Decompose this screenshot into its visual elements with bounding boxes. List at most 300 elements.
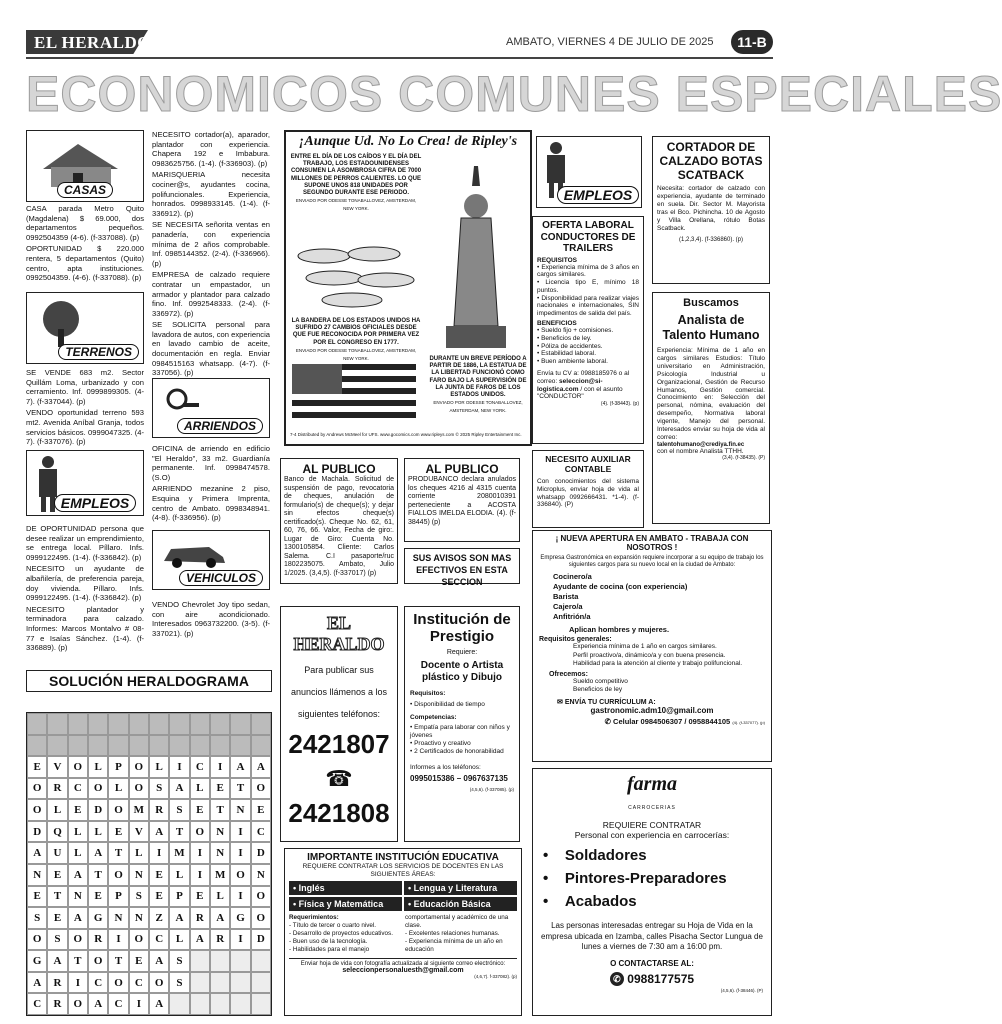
grid-letter-cell: S	[169, 950, 189, 972]
send-text: Envía tu CV a: 0988185976 o al correo:	[537, 370, 630, 385]
grid-picture-cell	[47, 713, 67, 735]
grid-clue-cell	[251, 972, 271, 994]
competency-item: • Empatía para laborar con niños y jóvenes	[410, 724, 510, 739]
vehiculos-label: VEHICULOS	[179, 570, 263, 586]
heraldo-ad	[280, 606, 398, 842]
grid-letter-cell: O	[88, 778, 108, 800]
send-block	[537, 370, 639, 401]
ad-subtitle: Personal con experiencia en carrocerías:	[574, 830, 730, 840]
requirements-left	[289, 914, 401, 954]
avisos-banner: SUS AVISOS SON MAS EFECTIVOS EN ESTA SECCION	[404, 548, 520, 584]
grid-letter-cell: A	[27, 972, 47, 994]
grid-letter-cell: S	[169, 799, 189, 821]
ripley-footer: 7-4 Distributed by Andrews McMeel for UFS. www.gocomics.com www.ripleys.com © 2025 Ripley Entertainment Inc.	[290, 432, 522, 437]
requirement-item: Experiencia mínima de 1 año en cargos similares.	[573, 643, 717, 650]
grid-picture-cell	[149, 735, 169, 757]
grid-letter-cell: O	[129, 778, 149, 800]
grid-letter-cell: R	[149, 799, 169, 821]
al-publico-2	[404, 458, 520, 542]
grid-letter-cell: I	[129, 993, 149, 1015]
grid-letter-cell: R	[210, 929, 230, 951]
grid-letter-cell: N	[251, 864, 271, 886]
header-rule	[26, 57, 773, 59]
email: seleccion@si-logistica.com	[537, 377, 603, 393]
grid-letter-cell: O	[27, 778, 47, 800]
grid-clue-cell	[169, 993, 189, 1015]
grid-letter-cell: S	[129, 886, 149, 908]
grid-picture-cell	[230, 713, 250, 735]
grid-picture-cell	[27, 735, 47, 757]
grid-letter-cell: T	[210, 799, 230, 821]
grid-clue-cell	[230, 950, 250, 972]
al-publico-1	[280, 458, 398, 584]
grid-letter-cell: L	[169, 929, 189, 951]
grid-letter-cell: L	[169, 864, 189, 886]
grid-letter-cell: N	[129, 864, 149, 886]
requirement-item: - Desarrollo de proyectos educativos.	[289, 930, 393, 937]
flag-drawing	[292, 364, 416, 426]
ripley-fact-3	[428, 356, 528, 416]
grid-letter-cell: A	[68, 907, 88, 929]
prestigio-ad	[404, 606, 520, 842]
classified-ad: DE OPORTUNIDAD persona que desee realizar un emprendimiento, se entrega local. Píllaro. Infs. 0999122495. (1-4). (f-336842). (p)	[26, 524, 144, 562]
competency-item: • 2 Certificados de honorabilidad	[410, 748, 504, 755]
grid-picture-cell	[230, 735, 250, 757]
grid-letter-cell: A	[230, 756, 250, 778]
ad-title: CORTADOR DE CALZADO BOTAS SCATBACK	[659, 140, 763, 182]
farma-roles	[541, 844, 763, 913]
issue-date: AMBATO, VIERNES 4 DE JULIO DE 2025	[506, 36, 714, 48]
area-item: • Lengua y Literatura	[404, 881, 517, 895]
grid-letter-cell: I	[108, 929, 128, 951]
grid-letter-cell: A	[210, 907, 230, 929]
heraldograma-grid	[26, 712, 272, 1016]
requirement-item: - Buen uso de la tecnología.	[289, 938, 368, 945]
grid-letter-cell: I	[190, 864, 210, 886]
ad-code: (4). (f-38443). (p)	[600, 401, 639, 408]
grid-picture-cell	[210, 713, 230, 735]
empleos-ads	[26, 524, 144, 655]
requirements-right	[405, 914, 517, 954]
grid-letter-cell: E	[149, 886, 169, 908]
grid-letter-cell: N	[68, 886, 88, 908]
ad-require: Requiere:	[446, 649, 478, 656]
tree-icon	[31, 299, 91, 349]
requirement-item: Habilidad para la atención al cliente y trabajo polifuncional.	[573, 660, 743, 667]
requirement-item: • Disponibilidad de tiempo	[410, 701, 485, 708]
arriendos-label: ARRIENDOS	[177, 418, 263, 434]
section-label: Requerimientos:	[289, 914, 339, 921]
farma-ad	[532, 768, 772, 1016]
fact-text: LA BANDERA DE LOS ESTADOS UNIDOS HA SUFRIDO 27 CAMBIOS OFICIALES DESDE QUE FUE RECONOCIDA POR PRIMERA VEZ POR EL CONGRESO EN 1777.	[291, 318, 421, 346]
grid-letter-cell: O	[129, 756, 149, 778]
grid-letter-cell: P	[108, 886, 128, 908]
section-label: Requisitos generales:	[539, 636, 612, 643]
grid-letter-cell: E	[129, 950, 149, 972]
grid-letter-cell: O	[108, 799, 128, 821]
grid-letter-cell: E	[27, 756, 47, 778]
notice-text: Banco de Machala. Solicitud de suspensión de pago, revocatoria de cheques, anulación de formulario(s) de cheque(s); y dejar sin efectos cheque(s) certificado(s). Cheque No. 62, 61, 60, 76, 66. Valor, Fecha de giro:. Lugar de Giro: Cuenta No. 1300105854. Cliente: Carlos Salema. C.I pasaporte/ruc 1802235075. Ambato, Julio 1/2025. (3,4,5). (f-337017) (p)	[284, 476, 394, 577]
grid-letter-cell: A	[88, 842, 108, 864]
send-text: ENVÍA TU CURRÍCULUM A:	[564, 698, 656, 706]
grid-letter-cell: O	[88, 950, 108, 972]
grid-letter-cell: E	[27, 886, 47, 908]
info-label: Informes a los teléfonos:	[410, 764, 481, 771]
hotdogs-drawing	[294, 236, 422, 312]
fact-source: ENVIADO POR ODESSE TONABALLOVEZ, AMSTERDAM, NEW YORK.	[295, 347, 417, 362]
grid-letter-cell: T	[68, 950, 88, 972]
ad-title: Buscamos	[683, 297, 739, 309]
ripley-fact-1	[290, 154, 422, 214]
ad-role: Analista de Talento Humano	[662, 313, 760, 342]
grid-letter-cell: I	[149, 842, 169, 864]
telephone-icon: ☎	[325, 766, 353, 791]
grid-letter-cell: C	[27, 993, 47, 1015]
role-item: Barista	[553, 592, 579, 601]
grid-letter-cell: O	[230, 864, 250, 886]
car-icon	[159, 539, 229, 569]
phone-number: 0988177575	[627, 971, 695, 986]
grid-letter-cell: L	[108, 778, 128, 800]
terrenos-ads	[26, 368, 144, 449]
ad-role: Docente o Artista plástico y Dibujo	[420, 660, 504, 683]
requirement-item: - Excelentes relaciones humanas.	[405, 930, 500, 937]
grid-letter-cell: M	[169, 842, 189, 864]
classified-ad: SE SOLICITA personal para lavadora de autos, con experiencia en lavado cambio de aceite, documentación en regla. Enviar 0984515163 whatsapp. (4-7). (f-337056). (p)	[152, 320, 270, 378]
arriendos-ads	[152, 444, 270, 525]
requirements	[289, 914, 517, 954]
competency-item: • Proactivo y creativo	[410, 740, 471, 747]
grid-letter-cell: S	[149, 778, 169, 800]
area-item: • Educación Básica	[404, 897, 517, 911]
classified-ad: VENDO Chevrolet Joy tipo sedan, con aire acondicionado. Interesados 0963732200. (3-5). (f-337021). (p)	[152, 600, 270, 638]
empleos-label: EMPLEOS	[557, 186, 639, 204]
ripley-comic	[284, 130, 532, 446]
benefit-item: • Beneficios de ley.	[537, 334, 592, 342]
benefit-item: • Buen ambiente laboral.	[537, 358, 608, 366]
trailers-ad	[532, 216, 644, 444]
contable-ad	[532, 450, 644, 528]
requirement-item: Perfil proactivo/a, dinámico/a y con buena presencia.	[573, 651, 726, 659]
grid-letter-cell: I	[68, 972, 88, 994]
grid-letter-cell: L	[149, 756, 169, 778]
classified-ad: OPORTUNIDAD $ 220.000 rentera, 5 departamentos (Quito) centro, apta instituciones. 0992504359. (4-6). (f-337088). (p)	[26, 244, 144, 283]
grid-letter-cell: M	[129, 799, 149, 821]
grid-clue-cell	[190, 972, 210, 994]
grid-letter-cell: O	[27, 929, 47, 951]
grid-letter-cell: N	[129, 907, 149, 929]
ripley-title: ¡Aunque Ud. No Lo Crea! de Ripley's	[298, 134, 518, 149]
grid-letter-cell: T	[108, 950, 128, 972]
area-item: • Física y Matemática	[289, 897, 402, 911]
benefit-item: • Póliza de accidentes.	[537, 342, 603, 350]
ad-code: (4,5,6). (f-38446). (P)	[720, 988, 763, 994]
grid-letter-cell: A	[27, 842, 47, 864]
grid-letter-cell: L	[210, 886, 230, 908]
classified-ad: NECESITO un ayudante de albañilería, de preferencia pareja, doy vivienda. Píllaro. Infs. 0999122495. (1-4). (f-336842). (p)	[26, 564, 144, 603]
grid-letter-cell: D	[251, 842, 271, 864]
phone-numbers: Celular 0984506307 / 0958844105	[613, 716, 731, 726]
grid-letter-cell: O	[190, 821, 210, 843]
grid-letter-cell: O	[108, 864, 128, 886]
grid-letter-cell: R	[47, 778, 67, 800]
mail-icon: ✉	[557, 698, 565, 706]
grid-letter-cell: A	[169, 778, 189, 800]
notice-title: AL PUBLICO	[302, 462, 376, 476]
grid-picture-cell	[129, 735, 149, 757]
grid-letter-cell: O	[68, 929, 88, 951]
grid-letter-cell: L	[190, 778, 210, 800]
grid-letter-cell: A	[149, 993, 169, 1015]
grid-letter-cell: I	[210, 756, 230, 778]
classified-ad: MARISQUERIA necesita cociner@s, ayudantes cocina, polifuncionales. Experiencia, honrados. 0998933145. (1-4). (f-336912). (p)	[152, 170, 270, 218]
grid-clue-cell	[210, 972, 230, 994]
offers-list	[539, 678, 765, 695]
heraldo-logo: EL HERALDO	[293, 613, 385, 654]
grid-letter-cell: D	[27, 821, 47, 843]
email: seleccionpersonaluesth@gmail.com	[342, 967, 464, 974]
requirements-list	[537, 264, 639, 319]
grid-letter-cell: N	[230, 799, 250, 821]
area-item: • Inglés	[289, 881, 402, 895]
farma-logo	[541, 773, 763, 814]
grid-letter-cell: T	[108, 842, 128, 864]
terrenos-label: TERRENOS	[58, 344, 139, 360]
benefits-list	[537, 327, 639, 366]
grid-letter-cell: E	[68, 799, 88, 821]
fact-source: ENVIADO POR ODESSE TONABALLOVEZ, AMSTERDAM, NEW YORK.	[433, 400, 523, 414]
ad-title: NECESITO AUXILIAR CONTABLE	[545, 454, 631, 474]
logo-sub: CARROCERIAS	[628, 805, 676, 811]
section-label: BENEFICIOS	[537, 320, 577, 328]
section-label: Ofrecemos:	[549, 670, 588, 678]
col2-ads	[152, 130, 270, 380]
statue-of-liberty-drawing	[426, 156, 526, 356]
grid-letter-cell: E	[149, 864, 169, 886]
grid-picture-cell	[108, 735, 128, 757]
grid-letter-cell: G	[230, 907, 250, 929]
notice-text: PRODUBANCO declara anulados los cheques 4216 al 4315 cuenta corriente 2080010391 perteneciente a ACOSTA FIALLOS IMELDA ELODIA. (4). (f-38445) (p)	[408, 476, 516, 526]
apply-text: Aplican hombres y mujeres.	[569, 625, 670, 634]
grid-letter-cell: N	[210, 821, 230, 843]
classified-ad: SE NECESITA señorita ventas en panadería, con experiencia mínima de 2 años comprobable. Inf. 0985144352. (2-4). (f-336966). (p)	[152, 220, 270, 268]
areas-grid	[289, 881, 517, 911]
role-item: Cajero/a	[553, 602, 583, 611]
grid-letter-cell: O	[251, 907, 271, 929]
ad-title: OFERTA LABORAL CONDUCTORES DE TRAILERS	[540, 220, 636, 254]
grid-letter-cell: O	[108, 972, 128, 994]
grid-letter-cell: R	[88, 929, 108, 951]
grid-picture-cell	[210, 735, 230, 757]
phone-number: 2421808	[288, 798, 390, 828]
gastro-ad	[532, 530, 772, 762]
offer-item: Beneficios de ley	[573, 686, 623, 693]
grid-letter-cell: L	[88, 821, 108, 843]
phone-line	[539, 717, 765, 726]
grid-letter-cell: O	[251, 886, 271, 908]
grid-picture-cell	[190, 735, 210, 757]
grid-clue-cell	[230, 993, 250, 1015]
role-text: Pintores-Preparadores	[564, 870, 727, 887]
grid-letter-cell: D	[88, 799, 108, 821]
grid-letter-cell: L	[68, 821, 88, 843]
grid-letter-cell: S	[169, 972, 189, 994]
phone-icon: ✆	[604, 716, 614, 726]
page-title: ECONOMICOS COMUNES ESPECIALES	[26, 66, 1002, 122]
grid-picture-cell	[27, 713, 47, 735]
grid-letter-cell: E	[47, 907, 67, 929]
grid-letter-cell: S	[47, 929, 67, 951]
grid-letter-cell: L	[47, 799, 67, 821]
grid-picture-cell	[251, 713, 271, 735]
requirement-item: • Licencia tipo E, mínimo 18 puntos.	[537, 279, 639, 294]
benefit-item: • Sueldo fijo + comisiones.	[537, 327, 614, 335]
grid-clue-cell	[190, 950, 210, 972]
solution-title: SOLUCIÓN HERALDOGRAMA	[26, 670, 272, 692]
grid-letter-cell: E	[210, 778, 230, 800]
grid-letter-cell: C	[108, 993, 128, 1015]
grid-letter-cell: N	[108, 907, 128, 929]
requirement-item: • Disponibilidad para realizar viajes nacionales e internacionales, SIN impedimentos de salida del país.	[537, 294, 639, 318]
logo-text: farma	[627, 773, 677, 795]
vehiculos-logo	[152, 530, 270, 590]
analista-ad	[652, 292, 770, 524]
grid-picture-cell	[251, 735, 271, 757]
ad-code: (4). (f-337077). (p)	[732, 719, 765, 725]
grid-clue-cell	[251, 993, 271, 1015]
grid-letter-cell: E	[88, 886, 108, 908]
grid-clue-cell	[190, 993, 210, 1015]
grid-letter-cell: V	[47, 756, 67, 778]
ad-title: ¡ NUEVA APERTURA EN AMBATO - TRABAJA CON NOSOTROS !	[555, 534, 749, 552]
grid-letter-cell: I	[230, 886, 250, 908]
classified-ad: NECESITO cortador(a), aparador, plantador con experiencia. Chapera 192 e Imbabura. 0983625756. (1-4). (f-336903). (p)	[152, 130, 270, 168]
offer-item: Sueldo competitivo	[573, 677, 628, 685]
grid-letter-cell: A	[190, 929, 210, 951]
fact-text: ENTRE EL DÍA DE LOS CAÍDOS Y EL DÍA DEL TRABAJO, LOS ESTADOUNIDENSES CONSUMEN LA ASOMBROSA CIFRA DE 7000 MILLONES DE PERROS CALIENTES. LO QUE SUPONE UNOS 818 UNIDADES POR SEGUNDO DURANTE ESE PERIODO.	[290, 154, 422, 197]
ad-code: (1,2,3,4). (f-336860). (p)	[678, 237, 744, 243]
grid-clue-cell	[210, 950, 230, 972]
grid-letter-cell: C	[251, 821, 271, 843]
classified-ad: CASA parada Metro Quito (Magdalena) $ 69.000, dos departamentos pequeños. 0992504359 (4-6). (f-337088). (p)	[26, 204, 144, 242]
grid-letter-cell: A	[251, 756, 271, 778]
competencies-list	[410, 724, 514, 756]
grid-letter-cell: R	[47, 972, 67, 994]
ad-title: Institución de Prestigio	[413, 611, 511, 645]
ad-code: (3,4). (f-38435). (P)	[722, 454, 765, 461]
benefit-item: • Estabilidad laboral.	[537, 350, 597, 358]
grid-letter-cell: T	[88, 864, 108, 886]
grid-letter-cell: R	[190, 907, 210, 929]
grid-letter-cell: V	[129, 821, 149, 843]
grid-letter-cell: C	[190, 756, 210, 778]
grid-letter-cell: Z	[149, 907, 169, 929]
grid-letter-cell: C	[68, 778, 88, 800]
notice-title: AL PUBLICO	[425, 462, 499, 476]
grid-letter-cell: A	[68, 864, 88, 886]
empleos-logo-left	[26, 450, 144, 516]
grid-letter-cell: P	[108, 756, 128, 778]
requirement-item: - Título de tercer o cuarto nivel.	[289, 922, 377, 929]
role-item: • Pintores-Preparadores	[543, 870, 727, 887]
grid-picture-cell	[88, 735, 108, 757]
grid-letter-cell: G	[88, 907, 108, 929]
grid-letter-cell: E	[251, 799, 271, 821]
grid-letter-cell: A	[149, 950, 169, 972]
grid-letter-cell: E	[108, 821, 128, 843]
grid-letter-cell: A	[88, 993, 108, 1015]
grid-picture-cell	[68, 735, 88, 757]
section-label: Requisitos:	[410, 690, 446, 697]
grid-letter-cell: I	[190, 842, 210, 864]
role-item: Anfitrión/a	[553, 612, 591, 621]
arriendos-logo	[152, 378, 270, 438]
ad-text: Con conocimientos del sistema Microplus, enviar hoja de vida al whatsapp 0992666431. *1-4). (f-336840). (P)	[537, 478, 639, 509]
send-text: Enviar hoja de vida con fotografía actualizada al siguiente correo electrónico:	[289, 958, 517, 967]
casas-logo	[26, 130, 144, 202]
requirement-item: - Experiencia mínima de un año en educación	[405, 938, 503, 953]
reqs-list	[539, 643, 765, 669]
grid-letter-cell: S	[27, 907, 47, 929]
empleos-label: EMPLEOS	[54, 494, 136, 512]
role-item: • Acabados	[543, 893, 637, 910]
requirement-item: comportamental y académico de una clase.	[405, 914, 509, 929]
casas-label: CASAS	[57, 182, 113, 198]
whatsapp-icon: ✆	[610, 972, 624, 986]
grid-picture-cell	[190, 713, 210, 735]
grid-letter-cell: C	[88, 972, 108, 994]
grid-picture-cell	[129, 713, 149, 735]
grid-letter-cell: O	[251, 778, 271, 800]
ad-text: Necesita: cortador de calzado con experiencia, ayudante de terminado en suela. Dir. Sector M. Mayorista tras el Bco. Pichincha. 10 de Agosto y Villa Orellana, rótulo Botas Scatback.	[657, 185, 765, 232]
classified-ad: VENDO oportunidad terreno 593 mt2. Avenida Aníbal Granja, todos servicios básicos. 0999047325. (4-7). (f-337076). (p)	[26, 408, 144, 447]
heraldo-call-text: Para publicar sus anuncios llámenos a los siguientes teléfonos:	[290, 665, 388, 719]
grid-letter-cell: O	[68, 756, 88, 778]
grid-letter-cell: P	[169, 886, 189, 908]
ad-text: Experiencia: Mínima de 1 año en cargos similares Estudios: Título universitario en Administración, Psicología Industrial u Organizacional, Gestión de Recurso Humanos, Gestión comercial. Conocimiento en: Selección del personal, nómina, evaluación del desempeño, Normativa laboral vigente, Manejo del personal. Interesados enviar su hoja de vida al correo:	[657, 347, 765, 441]
empleos-logo-right	[536, 136, 642, 208]
grid-letter-cell: T	[230, 778, 250, 800]
grid-picture-cell	[108, 713, 128, 735]
grid-letter-cell: L	[129, 842, 149, 864]
grid-letter-cell: C	[129, 972, 149, 994]
grid-letter-cell: A	[47, 950, 67, 972]
brand-name: EL HERALDO	[34, 33, 151, 52]
fact-source: ENVIADO POR ODESSE TONABALLOVEZ, AMSTERDAM, NEW YORK.	[295, 198, 417, 212]
ad-intro: Empresa Gastronómica en expansión requiere incorporar a su equipo de trabajo los siguientes cargos para su nuevo local en la ciudad de Ambato:	[540, 555, 764, 568]
grid-clue-cell	[251, 950, 271, 972]
casas-ads	[26, 204, 144, 285]
contact-label: O CONTACTARSE AL:	[610, 958, 694, 968]
role-item: Cocinero/a	[553, 572, 592, 581]
grid-letter-cell: A	[169, 907, 189, 929]
ad-code: (4,5,6). (f-337085). (p)	[469, 787, 514, 792]
grid-picture-cell	[47, 735, 67, 757]
grid-letter-cell: I	[230, 821, 250, 843]
section-label: Competencias:	[410, 714, 457, 721]
ad-code: (4,6,7). f-337082). (p)	[474, 974, 517, 979]
grid-picture-cell	[169, 713, 189, 735]
grid-letter-cell: N	[27, 864, 47, 886]
role-text: Soldadores	[564, 847, 647, 864]
grid-letter-cell: I	[169, 756, 189, 778]
section-label: REQUISITOS	[537, 256, 577, 264]
ad-subtitle: REQUIERE CONTRATAR LOS SERVICIOS DE DOCENTES EN LAS SIGUIENTES ÁREAS:	[302, 863, 504, 878]
grid-letter-cell: E	[190, 799, 210, 821]
grid-picture-cell	[68, 713, 88, 735]
grid-letter-cell: E	[47, 864, 67, 886]
email: talentohumano@crediya.fin.ec	[657, 441, 745, 448]
